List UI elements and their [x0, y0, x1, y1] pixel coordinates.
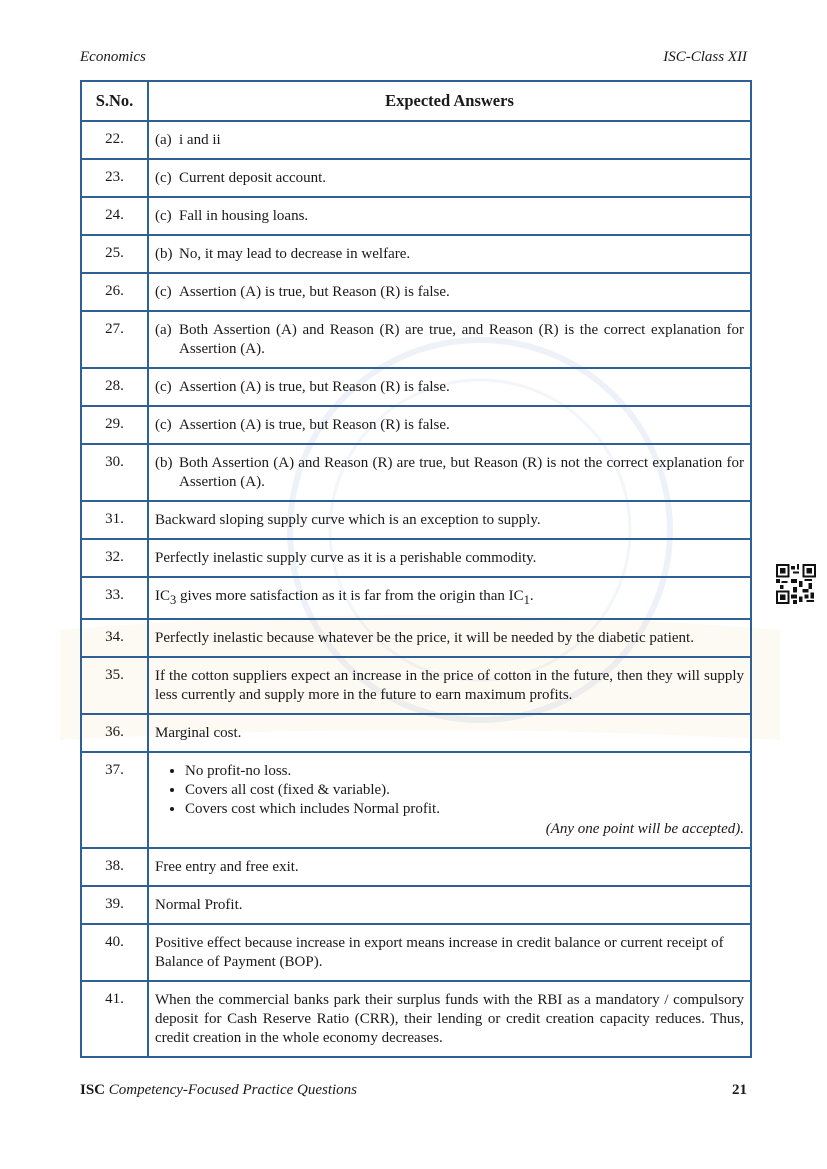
row-number: 29.: [81, 406, 148, 444]
answer-cell: [148, 406, 751, 444]
row-number: 39.: [81, 886, 148, 924]
row-number: 33.: [81, 577, 148, 619]
page-number: 21: [732, 1082, 747, 1098]
option-label: (c): [155, 170, 172, 186]
answer-cell: [148, 235, 751, 273]
answer-text: If the cotton suppliers expect an increase in the price of cotton in the future, then they will supply less currently and supply more in the future to earn maximum profits.: [148, 657, 751, 714]
table-row: [81, 752, 751, 848]
answer-text: No, it may lead to decrease in welfare.: [179, 246, 411, 262]
option-label: (b): [155, 455, 173, 471]
row-number: 38.: [81, 848, 148, 886]
answer-text: Assertion (A) is true, but Reason (R) is false.: [179, 284, 450, 300]
header-class: ISC-Class XII: [663, 49, 747, 65]
answer-cell: [148, 121, 751, 159]
table-row: [81, 368, 751, 406]
answer-text: Perfectly inelastic because whatever be the price, it will be needed by the diabetic patient.: [148, 619, 751, 657]
row-number: 40.: [81, 924, 148, 981]
table-row: [81, 311, 751, 368]
table-row: [81, 501, 751, 539]
answer-text: When the commercial banks park their surplus funds with the RBI as a mandatory / compulsory deposit for Cash Reserve Ratio (CRR), their lending or credit creation capacity reduces. Thus, credit creation in the whole economy decreases.: [148, 981, 751, 1057]
option-label: (c): [155, 208, 172, 224]
answer-text: Free entry and free exit.: [148, 848, 751, 886]
subscript: 3: [170, 593, 177, 607]
bullet-list: [155, 762, 744, 819]
row-number: 25.: [81, 235, 148, 273]
table-row: [81, 981, 751, 1057]
footer-book-title: Competency-Focused Practice Questions: [108, 1082, 358, 1098]
table-row: [81, 657, 751, 714]
table-row: [81, 235, 751, 273]
option-label: (c): [155, 284, 172, 300]
table-row: [81, 886, 751, 924]
table-header-row: [81, 81, 751, 121]
footer-brand: ISC: [80, 1082, 106, 1098]
answer-text: Both Assertion (A) and Reason (R) are true, but Reason (R) is not the correct explanation for Assertion (A).: [179, 455, 744, 490]
table-row: [81, 273, 751, 311]
row-number: 28.: [81, 368, 148, 406]
table-row: [81, 444, 751, 501]
answer-text-part: .: [529, 588, 534, 604]
answer-cell: [148, 311, 751, 368]
row-number: 34.: [81, 619, 148, 657]
answer-cell: [148, 752, 751, 848]
answer-text: Normal Profit.: [148, 886, 751, 924]
column-header-answers: Expected Answers: [148, 81, 751, 121]
table-row: [81, 924, 751, 981]
answer-text-part: IC: [155, 588, 170, 604]
qr-code-icon[interactable]: [776, 564, 816, 604]
header-subject: Economics: [80, 49, 146, 65]
row-number: 36.: [81, 714, 148, 752]
row-number: 30.: [81, 444, 148, 501]
answer-note: (Any one point will be accepted).: [545, 821, 744, 837]
answer-text: Both Assertion (A) and Reason (R) are true, and Reason (R) is the correct explanation for Assertion (A).: [179, 322, 744, 357]
table-row: [81, 406, 751, 444]
row-number: 22.: [81, 121, 148, 159]
answer-cell: [148, 197, 751, 235]
answer-text: Perfectly inelastic supply curve as it is a perishable commodity.: [148, 539, 751, 577]
table-row: [81, 121, 751, 159]
list-item: • Covers all cost (fixed & variable).: [185, 781, 744, 800]
answer-cell: [148, 159, 751, 197]
table-row: [81, 848, 751, 886]
answer-cell: [148, 368, 751, 406]
option-label: (c): [155, 417, 172, 433]
answer-text-part: gives more satisfaction as it is far from the origin than IC: [176, 588, 524, 604]
row-number: 27.: [81, 311, 148, 368]
answer-text: Marginal cost.: [148, 714, 751, 752]
answer-text: i and ii: [179, 132, 221, 148]
row-number: 23.: [81, 159, 148, 197]
answer-cell: [148, 577, 751, 619]
answer-text: Backward sloping supply curve which is an exception to supply.: [148, 501, 751, 539]
row-number: 41.: [81, 981, 148, 1057]
column-header-sno: S.No.: [81, 81, 148, 121]
row-number: 32.: [81, 539, 148, 577]
answer-text: Positive effect because increase in export means increase in credit balance or current receipt of Balance of Payment (BOP).: [148, 924, 751, 981]
table-row: [81, 714, 751, 752]
table-row: [81, 159, 751, 197]
table-row: [81, 577, 751, 619]
footer-title: [80, 1082, 357, 1099]
row-number: 37.: [81, 752, 148, 848]
answers-table: [80, 80, 752, 1058]
table-row: [81, 197, 751, 235]
option-label: (b): [155, 246, 173, 262]
row-number: 24.: [81, 197, 148, 235]
answer-cell: [148, 273, 751, 311]
row-number: 26.: [81, 273, 148, 311]
option-label: (c): [155, 379, 172, 395]
table-row: [81, 619, 751, 657]
answer-text: Fall in housing loans.: [179, 208, 309, 224]
row-number: 31.: [81, 501, 148, 539]
list-item: • No profit-no loss.: [185, 762, 744, 781]
answer-text: Current deposit account.: [179, 170, 327, 186]
subscript: 1: [523, 593, 530, 607]
answer-text: Assertion (A) is true, but Reason (R) is false.: [179, 379, 450, 395]
option-label: (a): [155, 132, 172, 148]
answer-text: Assertion (A) is true, but Reason (R) is false.: [179, 417, 450, 433]
answer-cell: [148, 444, 751, 501]
list-item: • Covers cost which includes Normal profit.: [185, 800, 744, 819]
option-label: (a): [155, 322, 172, 338]
table-row: [81, 539, 751, 577]
row-number: 35.: [81, 657, 148, 714]
